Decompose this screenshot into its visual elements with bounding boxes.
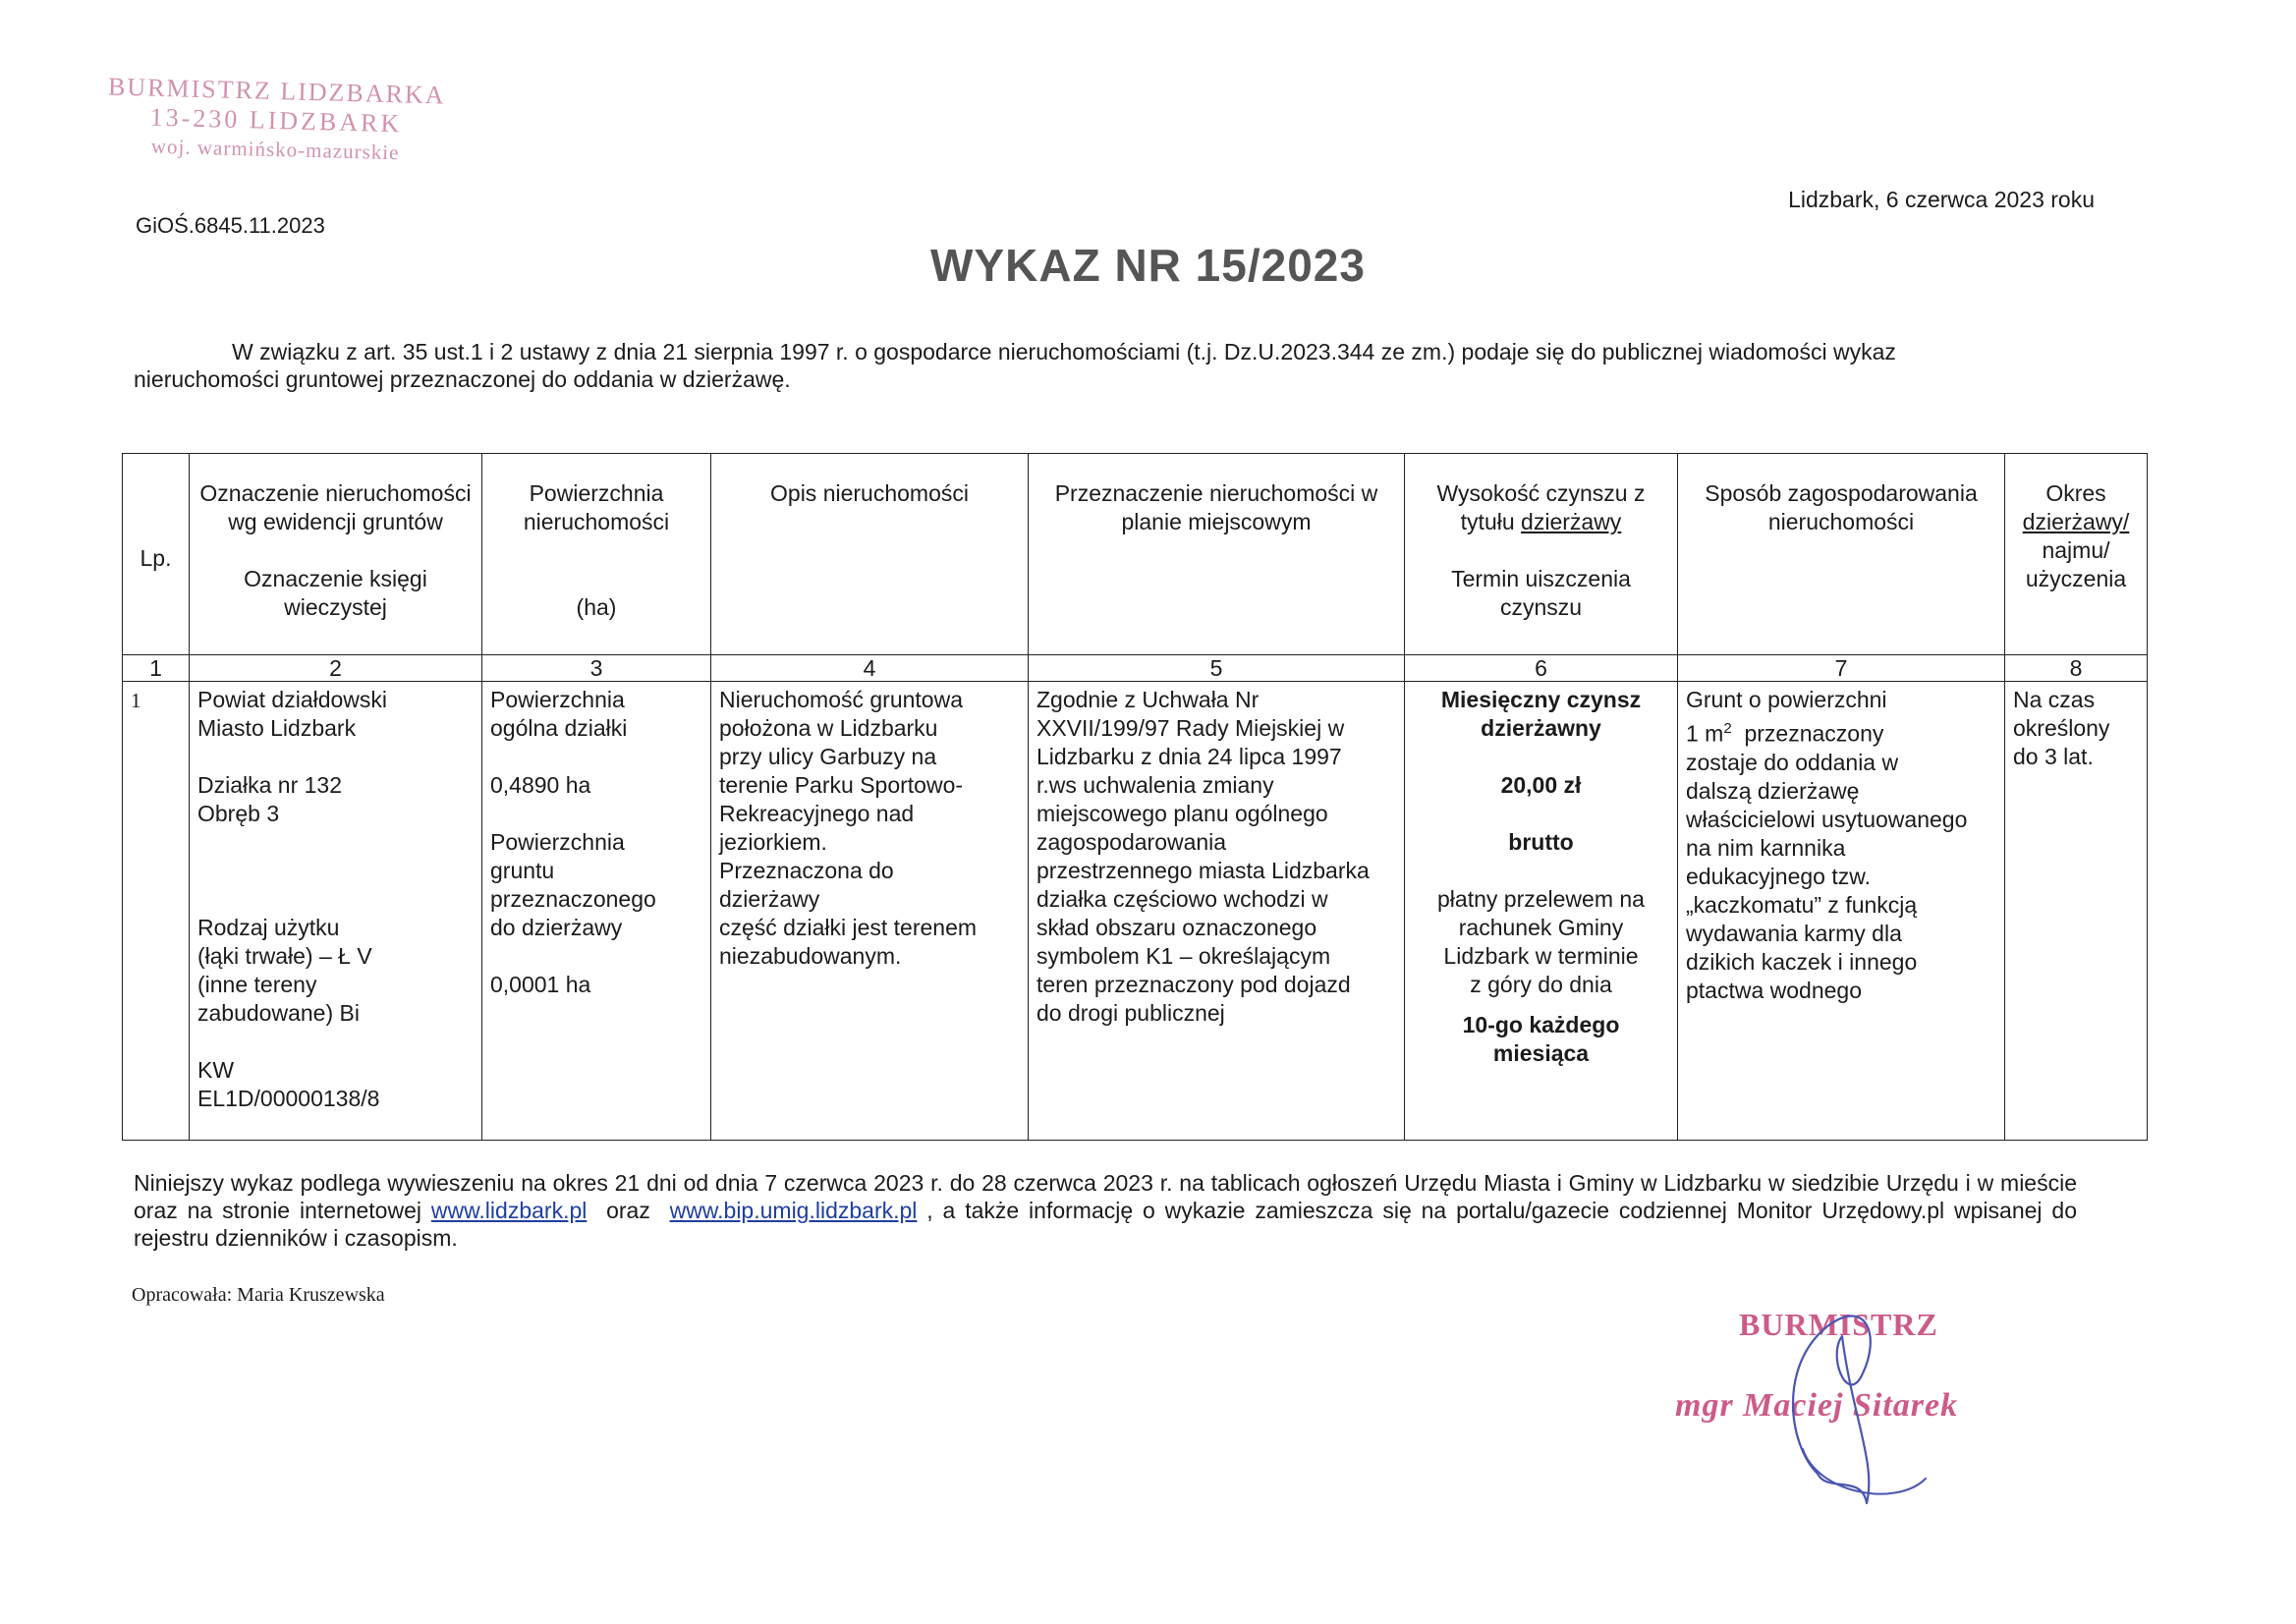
- document-title: WYKAZ NR 15/2023: [930, 240, 1366, 291]
- column-number: 2: [190, 655, 482, 682]
- header-local-plan: Przeznaczenie nieruchomości w planie miejscowym: [1029, 454, 1405, 655]
- cell-lp: 1: [123, 682, 190, 1141]
- signature-role: BURMISTRZ: [1739, 1307, 1938, 1342]
- link-bip[interactable]: www.bip.umig.lidzbark.pl: [669, 1198, 918, 1223]
- intro-paragraph: [134, 338, 2089, 393]
- handwritten-signature: [1670, 1297, 2024, 1523]
- rent-amount: 20,00 zł: [1500, 772, 1582, 798]
- header-lp: Lp.: [123, 454, 190, 655]
- table-header-row: [123, 454, 2148, 655]
- header-description: Opis nieruchomości: [711, 454, 1029, 655]
- column-number: 4: [711, 655, 1029, 682]
- column-number-row: [123, 655, 2148, 682]
- notice-paragraph: Niniejszy wykaz podlega wywieszeniu na okres 21 dni od dnia 7 czerwca 2023 r. do 28 czerwca 2023 r. na tablicach ogłoszeń Urzędu Miasta i Gminy w Lidzbarku w siedzibie Urzędu i w mieście oraz na stronie internetowej www.lidzbark.pl oraz www.bip.umig.lidzbark.pl , a także informację o wykazie zamieszcza się na portalu/gazecie codziennej Monitor Urzędowy.pl wpisanej do rejestru dzienników i czasopism.: [134, 1170, 2077, 1251]
- header-rent: Wysokość czynszu z tytułu dzierżawy Termin uiszczenia czynszu: [1405, 454, 1678, 655]
- header-land-use: Sposób zagospodarowania nieruchomości: [1678, 454, 2005, 655]
- intro-line-2: nieruchomości gruntowej przeznaczonej do oddania w dzierżawę.: [134, 366, 791, 392]
- header-designation: Oznaczenie nieruchomości wg ewidencji gruntów Oznaczenie księgi wieczystej: [190, 454, 482, 655]
- property-table: [122, 453, 2148, 1141]
- column-number: 3: [482, 655, 711, 682]
- column-number: 1: [123, 655, 190, 682]
- intro-line-1: W związku z art. 35 ust.1 i 2 ustawy z dnia 21 sierpnia 1997 r. o gospodarce nieruchomościami (t.j. Dz.U.2023.344 ze zm.) podaje się do publicznej wiadomości wykaz: [232, 339, 1896, 364]
- mayor-signature-stamp: [1670, 1297, 2024, 1523]
- cell-local-plan: Zgodnie z Uchwała Nr XXVII/199/97 Rady Miejskiej w Lidzbarku z dnia 24 lipca 1997 r.ws uchwalenia zmiany miejscowego planu ogólnego zagospodarowania przestrzennego miasta Lidzbarka działka częściowo wchodzi w skład obszaru oznaczonego symbolem K1 – określającym teren przeznaczony pod dojazd do drogi publicznej: [1029, 682, 1405, 1141]
- place-date: Lidzbark, 6 czerwca 2023 roku: [1788, 187, 2095, 212]
- office-stamp: [93, 72, 459, 168]
- column-number: 5: [1029, 655, 1405, 682]
- cell-lease-period: Na czas określony do 3 lat.: [2005, 682, 2148, 1141]
- link-lidzbark[interactable]: www.lidzbark.pl: [430, 1198, 588, 1223]
- stamp-line-1: BURMISTRZ LIDZBARKA: [107, 72, 446, 110]
- file-reference: GiOŚ.6845.11.2023: [136, 213, 325, 238]
- column-number: 8: [2005, 655, 2148, 682]
- stamp-line-2: 13-230 LIDZBARK: [149, 102, 403, 139]
- column-number: 7: [1678, 655, 2005, 682]
- cell-designation: Powiat działdowski Miasto Lidzbark Działka nr 132 Obręb 3 Rodzaj użytku (łąki trwałe) – Ł V (inne tereny zabudowane) Bi KW EL1D/00000138/8: [190, 682, 482, 1141]
- cell-rent: Miesięczny czynsz dzierżawny 20,00 zł brutto płatny przelewem na rachunek Gminy Lidzbark w terminie z góry do dnia 10-go każdego miesiąca: [1405, 682, 1678, 1141]
- table-row: [123, 682, 2148, 1141]
- cell-land-use: Grunt o powierzchni 1 $m^2$ przeznaczony zostaje do oddania w dalszą dzierżawę właścicielowi usytuowanego na nim karnnika edukacyjnego tzw. „kaczkomatu” z funkcją wydawania karmy dla dzikich kaczek i innego ptactwa wodnego: [1678, 682, 2005, 1141]
- header-lease-period: Okres dzierżawy/ najmu/ użyczenia: [2005, 454, 2148, 655]
- stamp-line-3: woj. warmińsko-mazurskie: [150, 134, 400, 165]
- column-number: 6: [1405, 655, 1678, 682]
- prepared-by: Opracowała: Maria Kruszewska: [132, 1284, 385, 1306]
- cell-area: Powierzchnia ogólna działki 0,4890 ha Powierzchnia gruntu przeznaczonego do dzierżawy 0,0001 ha: [482, 682, 711, 1141]
- signature-name: mgr Maciej Sitarek: [1675, 1387, 1959, 1424]
- header-area: Powierzchnia nieruchomości (ha): [482, 454, 711, 655]
- cell-description: Nieruchomość gruntowa położona w Lidzbarku przy ulicy Garbuzy na terenie Parku Sportowo- Rekreacyjnego nad jeziorkiem. Przeznaczona do dzierżawy część działki jest terenem niezabudowanym.: [711, 682, 1029, 1141]
